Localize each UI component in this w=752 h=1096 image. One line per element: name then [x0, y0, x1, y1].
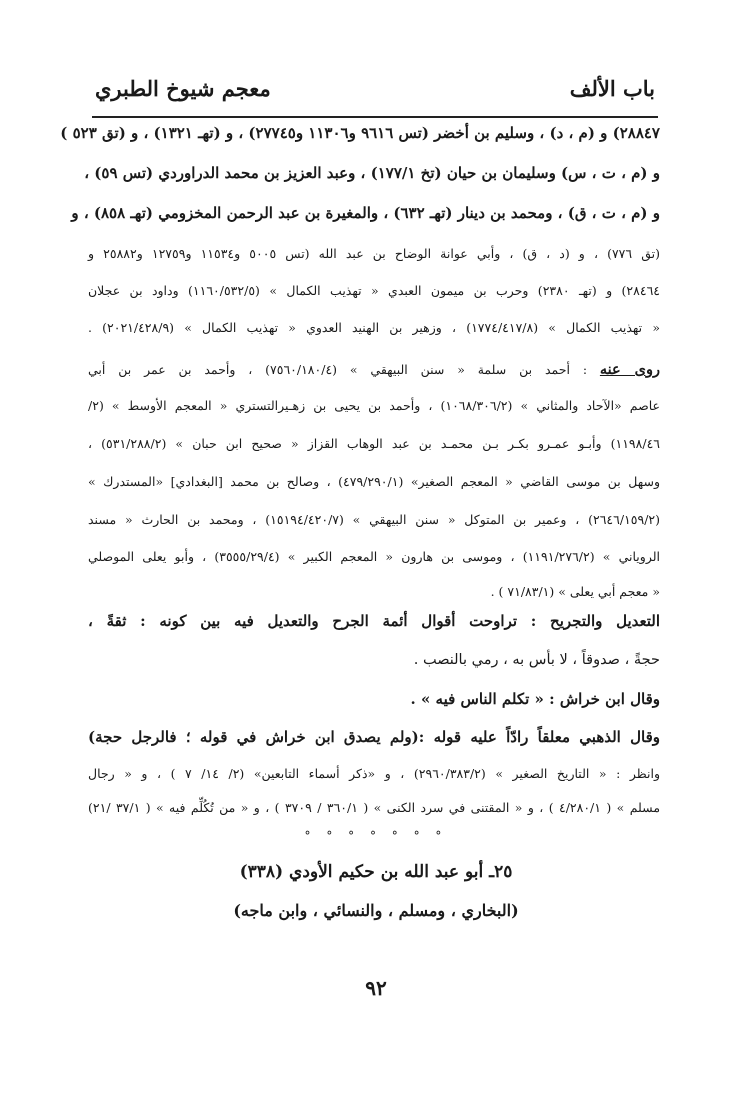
- page-number: ٩٢: [365, 976, 387, 1000]
- text-line: و (م ، ت ، س) وسليمان بن حيان (تخ ١٧٧/١) ، وعبد العزيز بن محمد الدراوردي (تس ٥٩) ،: [84, 164, 660, 182]
- narrators-heading: روى عنه: [599, 361, 660, 378]
- book-title: معجم شيوخ الطبري: [95, 76, 271, 101]
- text-line: حجةً ، صدوقاً ، لا بأس به ، رمي بالنصب .: [413, 652, 660, 668]
- text-line: عاصم «الآحاد والمثاني » (١٠٦٨/٣٠٦/٢) ، وأحمد بن يحيى بن زهـيرالتستري « المعجم الأوسط » (٢/: [88, 398, 661, 413]
- text-line: وقال الذهبي معلقاً رادّاً عليه قوله :(ولم يصدق ابن خراش في قوله ؛ فالرجل حجة): [88, 728, 660, 746]
- entry-sources: (البخاري ، ومسلم ، والنسائي ، وابن ماجه): [233, 901, 519, 920]
- narrators-line: [88, 361, 660, 378]
- text-line: (تق ٧٧٦) ، و (د ، ق) ، وأبي عوانة الوضاح بن عبد الله (تس ٥٠٠٥ و١١٥٣٤ و١٢٧٥٩ و٢٥٨٨٢ و: [88, 246, 660, 261]
- text-line: وقال ابن خراش : « تكلم الناس فيه » .: [410, 690, 660, 708]
- text-line: « تهذيب الكمال » (١٧٧٤/٤١٧/٨) ، وزهير بن الهنيد العدوي « تهذيب الكمال » (٢٠٢١/٤٢٨/٩) .: [88, 320, 660, 335]
- narrators-text: : أحمد بن سلمة « سنن البيهقي » (٧٥٦٠/١٨٠/٤) ، وأحمد بن عمر بن أبي: [88, 362, 588, 377]
- text-line: وسهل بن موسى القاضي « المعجم الصغير» (٤٧٩/٢٩٠/١) ، وصالح بن محمد [البغدادي] «المستدرك »: [88, 474, 660, 489]
- entry-title: ٢٥ـ أبو عبد الله بن حكيم الأودي (٣٣٨): [239, 862, 513, 882]
- text-line: ٢٨٤٦٤) و (تهـ ٢٣٨٠) وحرب بن ميمون العبدي « تهذيب الكمال » (١١٦٠/٥٣٢/٥) وداود بن عجلان: [88, 283, 660, 298]
- text-line: و (م ، ت ، ق) ، ومحمد بن دينار (تهـ ٦٣٢) ، والمغيرة بن عبد الرحمن المخزومي (تهـ ٨٥٨) ، و: [71, 204, 660, 222]
- header-rule: [92, 116, 658, 118]
- evaluation-heading-line: التعديل والتجريح : تراوحت أقوال أئمة الجرح والتعديل فيه بين كونه : ثقةً ،: [88, 612, 660, 630]
- text-line: ٢٨٨٤٧) و (م ، د) ، وسليم بن أخضر (تس ٩٦١٦ و١١٣٠٦ و٢٧٧٤٥) ، و (تهـ ١٣٢١) ، و (تق ٥٢٣ ): [60, 124, 660, 142]
- see-also-line: وانظر : « التاريخ الصغير » (٢٩٦٠/٣٨٣/٢) ، و «ذكر أسماء التابعين» (٢/ ١٤/ ٧ ) ، و « رجال: [88, 766, 660, 781]
- text-line: الروياني » (١١٩١/٢٧٦/٢) ، وموسى بن هارون « المعجم الكبير » (٣٥٥٥/٢٩/٤) ، وأبو يعلى الموصلي: [88, 549, 661, 564]
- running-header: [95, 76, 655, 106]
- text-line: ١١٩٨/٤٦) وأبـو عمـرو بكـر بـن محمـد بن عبد الوهاب القزاز « صحيح ابن حبان » (٥٣١/٢٨٨/٢) ،: [88, 436, 660, 451]
- chapter-title: باب الألف: [569, 76, 655, 101]
- section-separator: ° ° ° ° ° ° °: [304, 829, 448, 843]
- text-line: (٢٦٤٦/١٥٩/٢) ، وعمير بن المتوكل « سنن البيهقي » (١٥١٩٤/٤٢٠/٧) ، ومحمد بن الحارث « مسند: [88, 512, 661, 527]
- text-line: مسلم » ( ٤/٢٨٠/١ ) ، و « المقتنى في سرد الكنى » ( ٣٦٠/١ / ٣٧٠٩ ) ، و « من تُكُلِّم فيه » ( ٣٧/١ /٢١): [88, 800, 661, 815]
- text-line: « معجم أبي يعلى » (٧١/٨٣/١ ) .: [490, 584, 660, 599]
